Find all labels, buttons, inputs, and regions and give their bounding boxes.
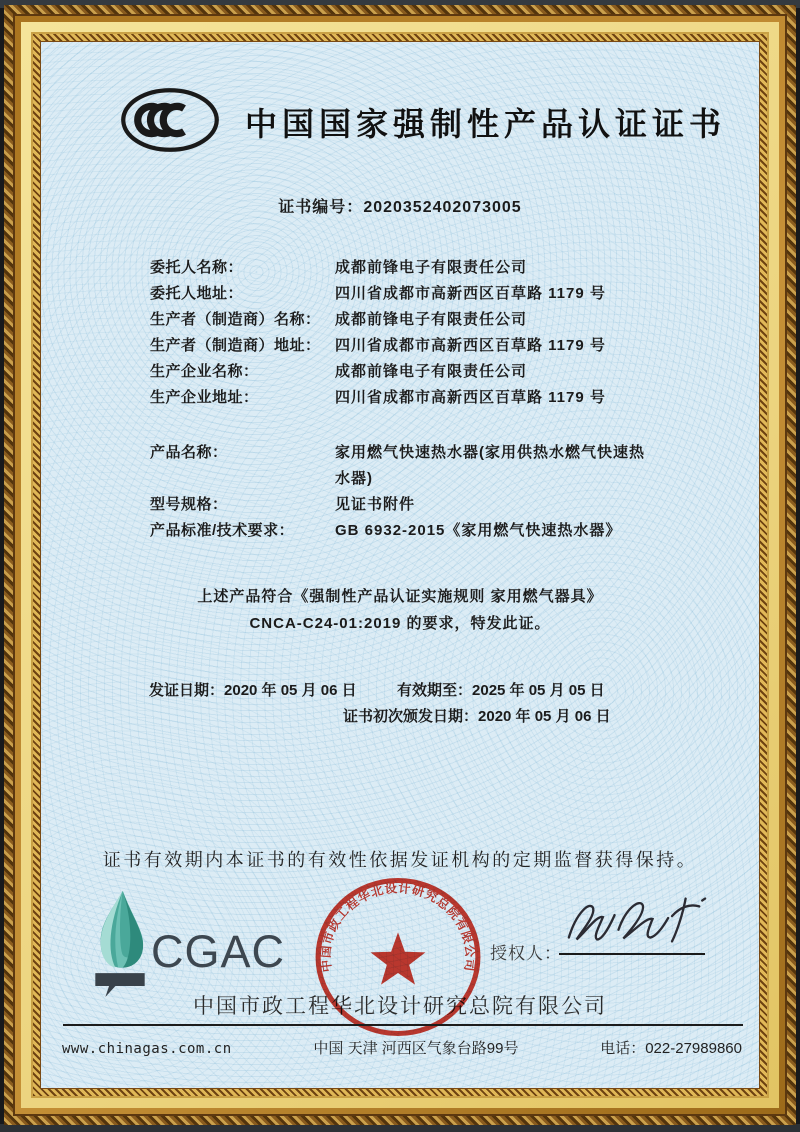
field-value: 2020 年 05 月 06 日 [224, 682, 357, 699]
field-value: 四川省成都市高新西区百草路 1179 号 [335, 337, 606, 354]
ornate-gold-frame [4, 5, 796, 1125]
product-section [150, 440, 653, 544]
field-label: 生产者（制造商）地址： [150, 337, 321, 354]
factory-address-row [150, 385, 606, 411]
statement-line2: CNCA-C24-01:2019 的要求，特发此证。 [249, 615, 551, 632]
issuer-website: www.chinagas.com.cn [62, 1041, 232, 1057]
stamp-text: 中国市政工程华北设计研究总院有限公司 [318, 881, 478, 973]
field-label: 委托人地址： [150, 285, 244, 302]
field-value: 2020 年 05 月 06 日 [478, 708, 611, 725]
applicant-address-row [150, 281, 606, 307]
cgac-logo-text: CGAC [151, 926, 286, 977]
authorized-person-label: 授权人： [490, 944, 562, 963]
parties-section [150, 255, 606, 411]
field-value: 成都前锋电子有限责任公司 [335, 311, 528, 328]
field-value: 家用燃气快速热水器(家用供热水燃气快速热水器) [335, 444, 645, 487]
cgac-flame-icon [88, 887, 152, 999]
field-label: 产品名称： [150, 444, 228, 461]
valid-until-date [397, 679, 605, 700]
footer-divider [63, 1024, 743, 1026]
field-value: 成都前锋电子有限责任公司 [335, 259, 528, 276]
certificate-paper [41, 42, 759, 1088]
statement-line1: 上述产品符合《强制性产品认证实施规则 家用燃气器具》 [197, 588, 603, 605]
field-value: 四川省成都市高新西区百草路 1179 号 [335, 389, 606, 406]
company-seal-stamp-icon [313, 872, 483, 1042]
issue-date [149, 679, 357, 700]
field-value: GB 6932-2015《家用燃气快速热水器》 [335, 522, 622, 539]
field-label: 证书初次颁发日期： [343, 708, 479, 725]
issuer-address: 中国 天津 河西区气象台路99号 [313, 1040, 519, 1057]
field-label: 生产企业名称： [150, 363, 259, 380]
field-label: 型号规格： [150, 496, 228, 513]
field-label: 生产者（制造商）名称： [150, 311, 321, 328]
model-spec-row [150, 492, 653, 518]
issuer-phone: 电话：022-27989860 [600, 1040, 742, 1057]
applicant-name-row [150, 255, 606, 281]
certificate-number-value: 2020352402073005 [363, 199, 522, 216]
manufacturer-name-row [150, 307, 606, 333]
certificate-title: 中国国家强制性产品认证证书 [245, 106, 727, 142]
field-label: 产品标准/技术要求： [150, 522, 295, 539]
footer-contact-row [41, 1037, 759, 1058]
field-label: 生产企业地址： [150, 389, 259, 406]
validity-note: 证书有效期内本证书的有效性依据发证机构的定期监督获得保持。 [102, 850, 698, 870]
product-name-row [150, 440, 653, 492]
field-value: 四川省成都市高新西区百草路 1179 号 [335, 285, 606, 302]
ccc-mark-icon [118, 86, 222, 154]
issuer-company-name: 中国市政工程华北设计研究总院有限公司 [193, 995, 607, 1018]
field-label: 有效期至： [397, 682, 473, 699]
field-label: 委托人名称： [150, 259, 244, 276]
field-label: 发证日期： [149, 682, 225, 699]
first-issue-date [343, 705, 611, 726]
handwritten-signature-icon [563, 890, 709, 950]
certificate-number-label: 证书编号： [278, 199, 364, 216]
signature-line [559, 953, 705, 955]
standard-row [150, 518, 653, 544]
field-value: 见证书附件 [335, 496, 416, 513]
certificate-number [41, 194, 759, 217]
field-value: 2025 年 05 月 05 日 [472, 682, 605, 699]
field-value: 成都前锋电子有限责任公司 [335, 363, 528, 380]
conformity-statement [41, 583, 759, 637]
manufacturer-address-row [150, 333, 606, 359]
star-icon [371, 932, 426, 984]
factory-name-row [150, 359, 606, 385]
